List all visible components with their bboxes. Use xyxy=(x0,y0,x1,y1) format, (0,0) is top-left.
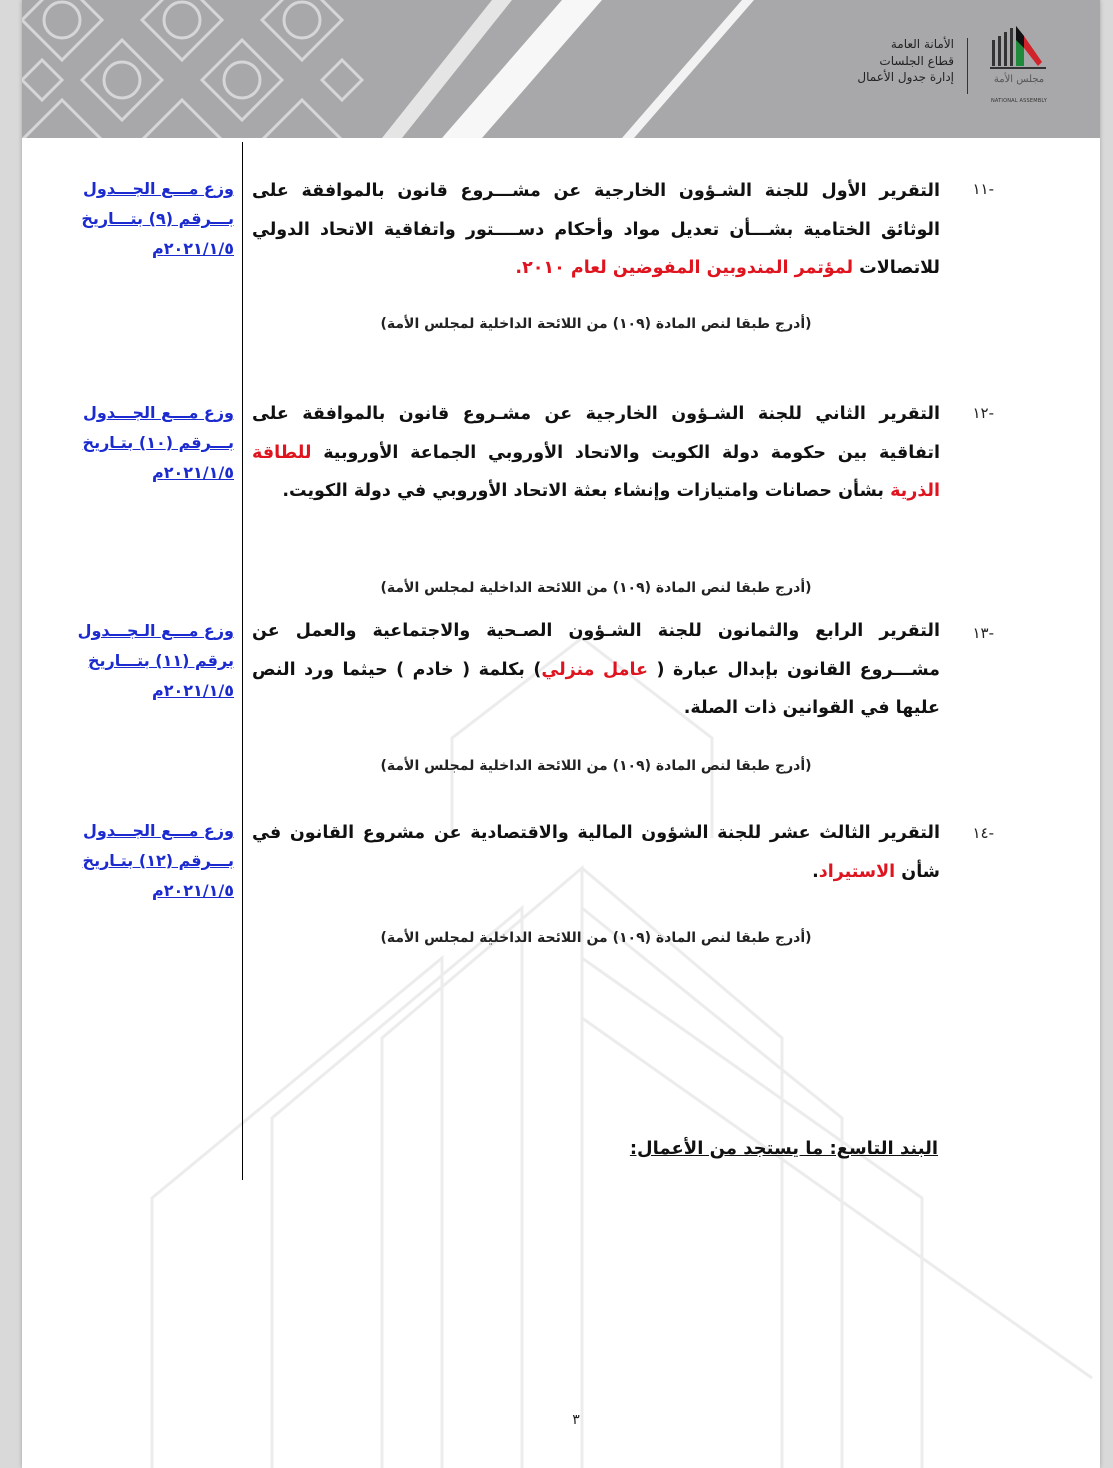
item-text-part: بشأن حصانات وامتيازات وإنشاء بعثة الاتحاد الأوروبي في دولة الكويت. xyxy=(282,481,891,501)
national-assembly-logo xyxy=(984,22,1054,108)
distribution-note[interactable] xyxy=(62,616,234,706)
distribution-line-1[interactable]: وزع مـــع الـجـــدول xyxy=(77,621,234,640)
distribution-note[interactable] xyxy=(62,174,234,264)
item-number: -١١ xyxy=(972,180,994,198)
item-text-highlight: للطاقة الذرية xyxy=(252,442,940,501)
distribution-date[interactable]: ٢٠٢١/١/٥م xyxy=(151,681,234,700)
item-text-highlight: عامل منزلي xyxy=(541,659,648,680)
distribution-line-2[interactable]: برقم (١١) بتـــاريخ xyxy=(88,651,234,670)
item-text-highlight: لمؤتمر المندوبين المفوضين لعام ٢٠١٠. xyxy=(515,258,854,278)
clause-nine-text: البند التاسع: ما يستجد من الأعمال: xyxy=(629,1138,938,1159)
document-page xyxy=(22,0,1100,1468)
distribution-line-1[interactable]: وزع مـــع الجـــدول xyxy=(83,179,234,198)
item-note: (أدرج طبقا لنص المادة (١٠٩) من اللائحة الداخلية لمجلس الأمة) xyxy=(380,580,812,596)
item-text-part: التقرير الأول للجنة الشـؤون الخارجية عن مشـــروع قانون بالموافقة على الوثائق الختامية بشـــأن تعديل مواد وأحكام دســــتور واتفاقية الاتحاد الدولي للاتصالات xyxy=(252,181,940,278)
item-text xyxy=(252,612,940,728)
item-note: (أدرج طبقا لنص المادة (١٠٩) من اللائحة الداخلية لمجلس الأمة) xyxy=(380,316,812,332)
page-number: ٣ xyxy=(572,1412,580,1428)
item-number: -١٤ xyxy=(972,824,994,842)
distribution-date[interactable]: ٢٠٢١/١/٥م xyxy=(151,239,234,258)
distribution-date[interactable]: ٢٠٢١/١/٥م xyxy=(151,881,234,900)
distribution-line-2[interactable]: بـــرقم (١٠) بتـاريخ xyxy=(82,433,234,452)
distribution-note[interactable] xyxy=(62,398,234,488)
item-number: -١٣ xyxy=(972,624,994,642)
item-number: -١٢ xyxy=(972,404,994,422)
header-divider xyxy=(967,38,968,94)
page-header xyxy=(22,0,1100,138)
item-text xyxy=(252,395,940,511)
logo-arabic-text: مجلس الأمة xyxy=(993,74,1045,85)
org-line-3: إدارة جدول الأعمال xyxy=(857,70,954,84)
item-text-highlight: الاستيراد xyxy=(818,861,896,882)
item-text xyxy=(252,172,940,288)
distribution-line-2[interactable]: بـــرقم (٩) بتـــاريخ xyxy=(81,209,234,228)
item-text-part: . xyxy=(812,861,819,882)
item-text-part: التقرير الرابع والثمانون للجنة الشـؤون الصـحية والاجتماعية والعمل عن مشـــروع القانون بإبدال عبارة ( xyxy=(252,621,940,680)
background-watermark xyxy=(22,138,1100,1468)
item-note: (أدرج طبقا لنص المادة (١٠٩) من اللائحة الداخلية لمجلس الأمة) xyxy=(380,758,812,774)
distribution-line-1[interactable]: وزع مـــع الجـــدول xyxy=(83,821,234,840)
clause-nine-heading xyxy=(542,1138,938,1159)
column-divider xyxy=(242,142,243,1180)
logo-english-text: NATIONAL ASSEMBLY xyxy=(990,98,1048,104)
item-text-part: ) بكلمة ( خادم ) حيثما ورد النص عليها في القوانين ذات الصلة. xyxy=(252,659,940,718)
item-note: (أدرج طبقا لنص المادة (١٠٩) من اللائحة الداخلية لمجلس الأمة) xyxy=(380,930,812,946)
org-line-1: الأمانة العامة xyxy=(890,37,954,51)
distribution-note[interactable] xyxy=(62,816,234,906)
distribution-line-2[interactable]: بـــرقم (١٢) بتـاريخ xyxy=(82,851,234,870)
item-text-part: التقرير الثالث عشر للجنة الشؤون المالية والاقتصادية عن مشروع القانون في شأن xyxy=(252,823,940,882)
distribution-line-1[interactable]: وزع مـــع الجـــدول xyxy=(83,403,234,422)
item-text xyxy=(252,814,940,891)
distribution-date[interactable]: ٢٠٢١/١/٥م xyxy=(151,463,234,482)
item-text-part: التقرير الثاني للجنة الشـؤون الخارجية عن مشـروع قانون بالموافقة على اتفاقية بين حكومة دولة الكويت والاتحاد الأوروبي الجماعة الأوروبية xyxy=(252,404,940,463)
org-line-2: قطاع الجلسات xyxy=(879,53,954,68)
organization-block xyxy=(734,36,954,86)
